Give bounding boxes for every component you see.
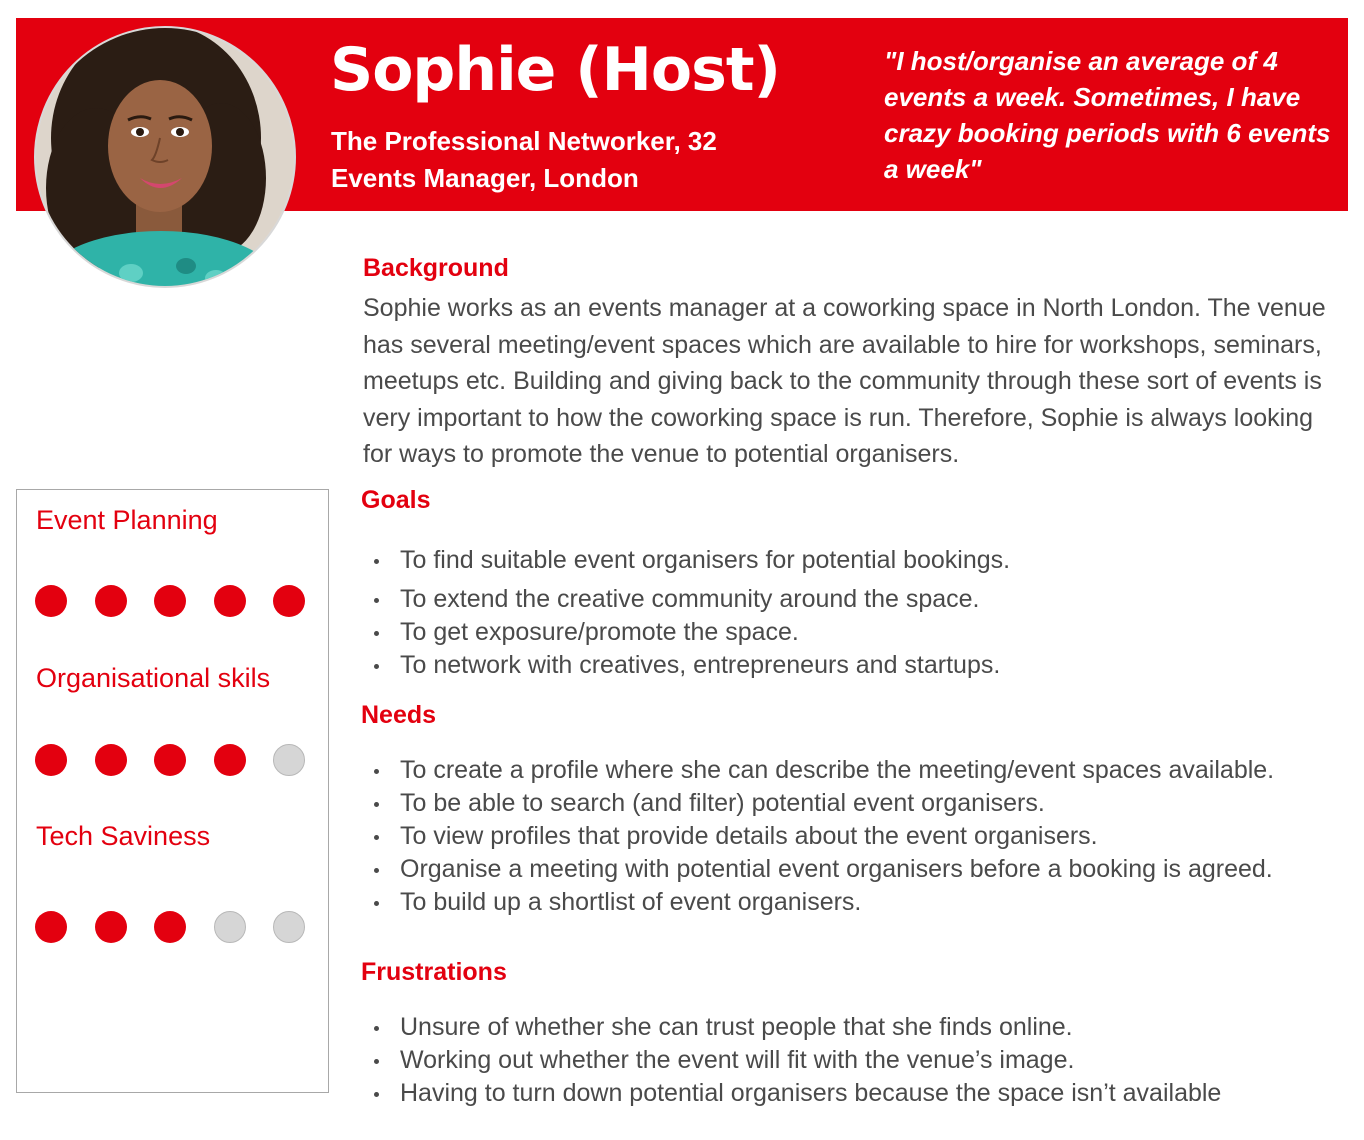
rating-dot-filled [95,585,127,617]
goals-list [368,544,1353,682]
goals-title: Goals [361,486,431,514]
rating-dot-filled [273,585,305,617]
rating-dot-filled [35,585,67,617]
skill-label-event-planning: Event Planning [36,505,218,535]
background-text: Sophie works as an events manager at a coworking space in North London. The venue has several meeting/event spaces which are available to hire for workshops, seminars, meetups etc. Building and giving back to the community through these sort of events is very important to how the coworking space is run. Therefore, Sophie is always looking for ways to promote the venue to potential organisers. [363,294,1326,468]
rating-dot-filled [214,744,246,776]
persona-archetype: The Professional Networker, 32 [331,126,717,156]
persona-subtitle [331,123,717,197]
rating-dot-filled [214,585,246,617]
list-item: To create a profile where she can describe the meeting/event spaces available. [368,754,1353,787]
persona-role: Events Manager, London [331,163,639,193]
skills-panel [16,489,329,1093]
rating-dot-filled [35,744,67,776]
needs-title: Needs [361,701,437,729]
rating-dot-filled [154,744,186,776]
avatar [34,26,296,288]
list-item: Organise a meeting with potential event organisers before a booking is agreed. [368,853,1353,886]
portrait-image [36,28,294,286]
list-item: To find suitable event organisers for potential bookings. [368,544,1353,577]
rating-dot-empty [273,744,305,776]
persona-quote: "I host/organise an average of 4 events a week. Sometimes, I have crazy booking periods with 6 events a week" [884,46,1331,184]
skill-rating-organisational [35,744,307,778]
list-item: Unsure of whether she can trust people that she finds online. [368,1011,1353,1044]
rating-dot-filled [154,911,186,943]
rating-dot-filled [95,744,127,776]
rating-dot-filled [95,911,127,943]
skill-rating-tech [35,911,307,945]
skill-rating-event-planning [35,585,307,619]
needs-list [368,754,1353,919]
skill-label-organisational: Organisational skils [36,663,271,693]
rating-dot-filled [35,911,67,943]
rating-dot-empty [214,911,246,943]
list-item: To extend the creative community around the space. [368,583,1353,616]
background-title: Background [363,254,509,282]
skill-label-tech: Tech Saviness [36,821,211,851]
list-item: To get exposure/promote the space. [368,616,1353,649]
list-item: Working out whether the event will fit with the venue’s image. [368,1044,1353,1077]
rating-dot-empty [273,911,305,943]
list-item: To view profiles that provide details about the event organisers. [368,820,1353,853]
list-item: To build up a shortlist of event organisers. [368,886,1353,919]
list-item: Having to turn down potential organisers because the space isn’t available [368,1077,1353,1110]
frustrations-list [368,1011,1353,1110]
list-item: To network with creatives, entrepreneurs and startups. [368,649,1353,682]
list-item: To be able to search (and filter) potential event organisers. [368,787,1353,820]
rating-dot-filled [154,585,186,617]
frustrations-title: Frustrations [361,958,507,986]
persona-name: Sophie (Host) [330,35,780,105]
